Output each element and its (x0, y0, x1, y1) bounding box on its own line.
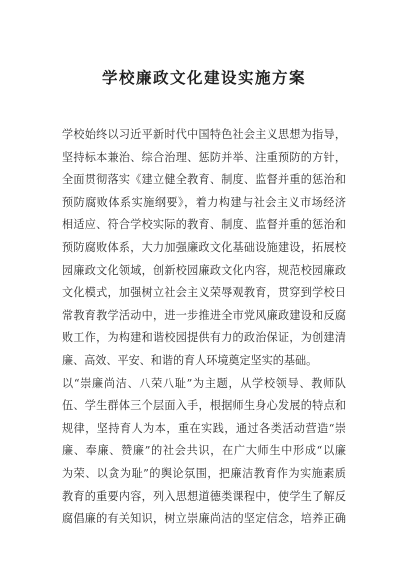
body-line: 文化模式，加强树立社会主义荣辱观教育，贯穿到学校日 (62, 286, 346, 300)
body-line: 园廉政文化领域，创新校园廉政文化内容，规范校园廉政 (62, 263, 346, 277)
document-body (62, 124, 346, 531)
body-line: 坚持标本兼治、综合治理、惩防并举、注重预防的方针， (62, 150, 346, 164)
document-title: 学校廉政文化建设实施方案 (101, 69, 306, 87)
body-line: 常教育教学活动中，进一步推进全市党风廉政建设和反腐 (62, 308, 346, 322)
body-line: 腐倡廉的有关知识，树立崇廉尚洁的坚定信念，培养正确 (62, 512, 346, 526)
body-line: 预防腐败体系，大力加强廉政文化基础设施建设，拓展校 (62, 240, 346, 254)
body-line: 廉、奉廉、赞廉”的社会共识，在广大师生中形成“以廉 (62, 444, 346, 458)
body-line: 相适应、符合学校实际的教育、制度、监督并重的惩治和 (62, 218, 346, 232)
body-line: 教育的重要内容，列入思想道德类课程中，使学生了解反 (62, 489, 346, 503)
body-line: 全面贯彻落实《建立健全教育、制度、监督并重的惩治和 (62, 173, 346, 187)
body-line: 预防腐败体系实施纲要》，着力构建与社会主义市场经济 (62, 195, 346, 209)
body-line: 学校始终以习近平新时代中国特色社会主义思想为指导， (62, 128, 346, 141)
body-line: 廉、高效、平安、和谐的育人环境奠定坚实的基础。 (62, 353, 318, 367)
body-line: 为荣、以贪为耻”的舆论氛围，把廉洁教育作为实施素质 (62, 466, 346, 480)
body-line: 伍、学生群体三个层面入手，根据师生身心发展的特点和 (62, 399, 346, 413)
body-line: 规律，坚持育人为本，重在实践，通过各类活动营造“崇 (62, 421, 346, 435)
body-line: 败工作，为构建和谐校园提供有力的政治保证，为创建清 (62, 331, 346, 345)
body-line: 以“崇廉尚洁、八荣八耻”为主题，从学校领导、教师队 (62, 376, 346, 390)
